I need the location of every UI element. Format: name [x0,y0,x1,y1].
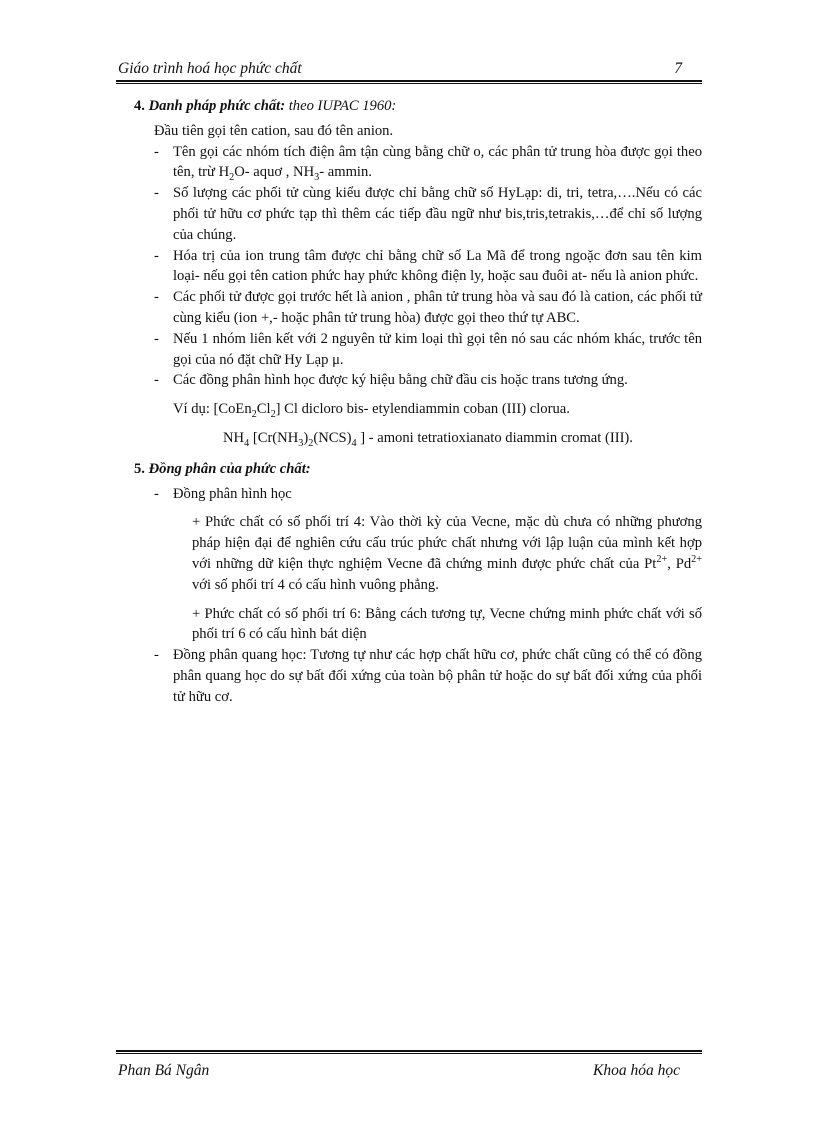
document-body [134,96,702,708]
bullet-dash: - [154,372,159,389]
header-title: Giáo trình hoá học phức chất [118,60,302,77]
example-1: Ví dụ: $[CoEn_2Cl_2]$ Cl dicloro bis- etylendiammin coban (III) clorua. [173,401,570,421]
footer-author: Phan Bá Ngân [118,1062,210,1079]
list-item: - Hóa trị của ion trung tâm được chỉ bằng chữ số La Mã để trong ngoặc đơn sau tên kim loại- nếu gọi tên cation phức hay phức không điện ly, hoặc sau đuôi at- nếu là anion phức. [154,247,702,285]
bullet-dash: - [154,485,159,502]
bullet-dash: - [154,647,159,664]
footer-rule [116,1050,702,1052]
footer-department: Khoa hóa học [593,1062,680,1079]
bullet-dash: - [154,330,159,347]
list-item: - Đồng phân quang học: Tương tự như các hợp chất hữu cơ, phức chất cũng có thể có đồng phân quang học do sự bất đối xứng của toàn bộ phân tử hoặc do sự bất đối xứng của phối tử hữu cơ. [154,647,702,705]
bullet-dash: - [154,143,159,160]
bullet-dash: - [154,185,159,202]
list-item: - Số lượng các phối tử cùng kiểu được chỉ bằng chữ số HyLạp: di, tri, tetra,….Nếu có các phối tử hữu cơ phức tạp thì thêm các tiếp đầu ngữ như bis,tris,tetrakis,…để chỉ số lượng của chúng. [154,185,702,243]
sub-paragraph-coordination-6: + Phức chất có số phối trí 6: Bằng cách tương tự, Vecne chứng minh phức chất với số phối trí 6 có cấu hình bát diện [192,605,702,643]
section-4-heading: 4. Danh pháp phức chất: theo IUPAC 1960: [134,98,397,114]
header-rule-thin [116,83,702,84]
list-item: - Tên gọi các nhóm tích điện âm tận cùng bằng chữ o, các phân tử trung hòa được gọi theo tên, trừ $H_2O-$ aquơ , $NH_3-$ ammin. [154,143,702,184]
bullet-dash: - [154,247,159,264]
list-item: - Nếu 1 nhóm liên kết với 2 nguyên tử kim loại thì gọi tên nó sau các nhóm khác, trước tên gọi của nó đặt chữ Hy Lạp μ. [154,330,702,368]
sub-paragraph-coordination-4: + Phức chất có số phối trí 4: Vào thời kỳ của Vecne, mặc dù chưa có những phương pháp hiện đại để nghiên cứu cấu trúc phức chất nhưng với lập luận của mình kết hợp với những dữ kiện thực nghiệm Vecne đã chứng minh được phức chất của $Pt^{2+}$, $Pd^{2+}$ với số phối trí 4 có cấu hình vuông phẳng. [192,514,702,593]
page-header [116,58,700,80]
example-2: $NH_4$ [$Cr(NH_3)_2(NCS)_4$ ] - amoni tetratioxianato diammin cromat (III). [223,429,633,449]
footer-rule-thin [116,1053,702,1054]
section-4-intro: Đầu tiên gọi tên cation, sau đó tên anion. [154,122,394,139]
list-item: - Các đồng phân hình học được ký hiệu bằng chữ đầu cis hoặc trans tương ứng. [134,370,702,391]
page-footer [118,1062,680,1080]
list-item: - Các phối tử được gọi trước hết là anion , phân tử trung hòa và sau đó là cation, các phối tử cùng kiểu (ion +,- hoặc phân tử trung hòa) được gọi theo thứ tự ABC. [154,289,702,326]
section-5-heading: 5. Đồng phân của phức chất: [134,460,311,477]
bullet-dash: - [154,289,159,306]
header-rule [116,80,702,82]
list-item: - Đồng phân hình học [134,484,702,505]
page-number: 7 [674,60,682,77]
